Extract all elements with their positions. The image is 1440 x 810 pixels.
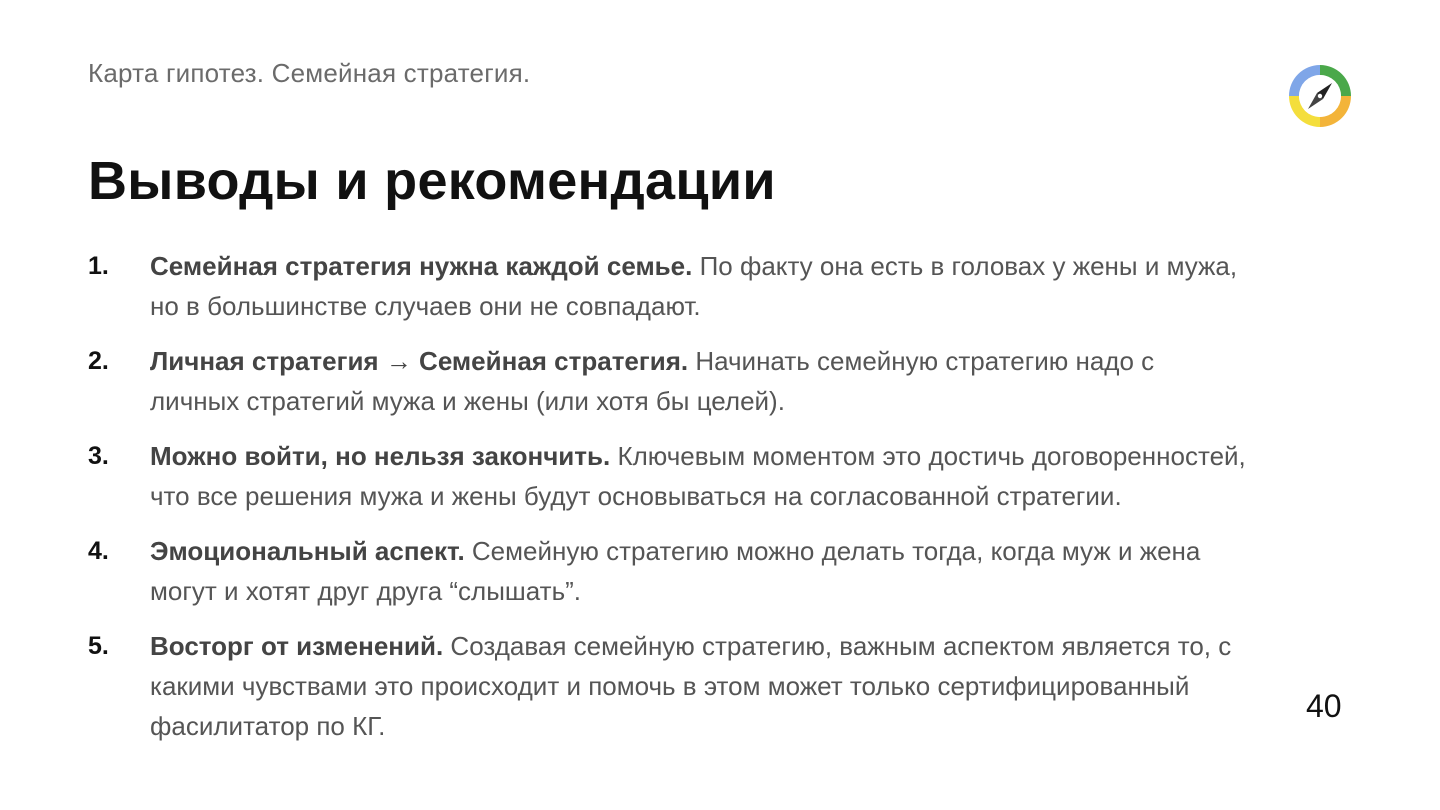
item-text [150, 341, 1248, 421]
item-number: 1. [88, 252, 109, 280]
item-text [150, 436, 1248, 516]
item-body: По факту она есть в головах у жены и мужа, но в большинстве случаев они не совпадают. [150, 251, 1238, 321]
recommendations-list [88, 246, 1248, 761]
item-text [150, 626, 1248, 746]
list-item [88, 531, 1248, 611]
slide-supertitle: Карта гипотез. Семейная стратегия. [88, 58, 531, 88]
compass-icon [1286, 62, 1354, 130]
item-text [150, 531, 1248, 611]
list-item [88, 341, 1248, 421]
list-item [88, 626, 1248, 746]
item-number: 4. [88, 537, 109, 565]
item-body: Начинать семейную стратегию надо с личных стратегий мужа и жены (или хотя бы целей). [150, 346, 1155, 416]
item-lead: Восторг от изменений. [150, 631, 444, 661]
item-number: 2. [88, 347, 109, 375]
item-lead: Личная стратегия → Семейная стратегия. [150, 346, 689, 376]
item-lead: Можно войти, но нельзя закончить. [150, 441, 611, 471]
item-lead: Семейная стратегия нужна каждой семье. [150, 251, 693, 281]
item-text [150, 246, 1248, 326]
item-number: 3. [88, 442, 109, 470]
item-body: Семейную стратегию можно делать тогда, когда муж и жена могут и хотят друг друга “слышать”. [150, 536, 1201, 606]
page-title: Выводы и рекомендации [88, 151, 776, 211]
item-number: 5. [88, 632, 109, 660]
list-item [88, 436, 1248, 516]
item-body: Создавая семейную стратегию, важным аспектом является то, с какими чувствами это происходит и помочь в этом может только сертифицированный фасилитатор по КГ. [150, 631, 1232, 741]
list-item [88, 246, 1248, 326]
item-lead: Эмоциональный аспект. [150, 536, 465, 566]
page-number: 40 [1306, 688, 1342, 724]
item-body: Ключевым моментом это достичь договоренностей, что все решения мужа и жены будут основываться на согласованной стратегии. [150, 441, 1246, 511]
